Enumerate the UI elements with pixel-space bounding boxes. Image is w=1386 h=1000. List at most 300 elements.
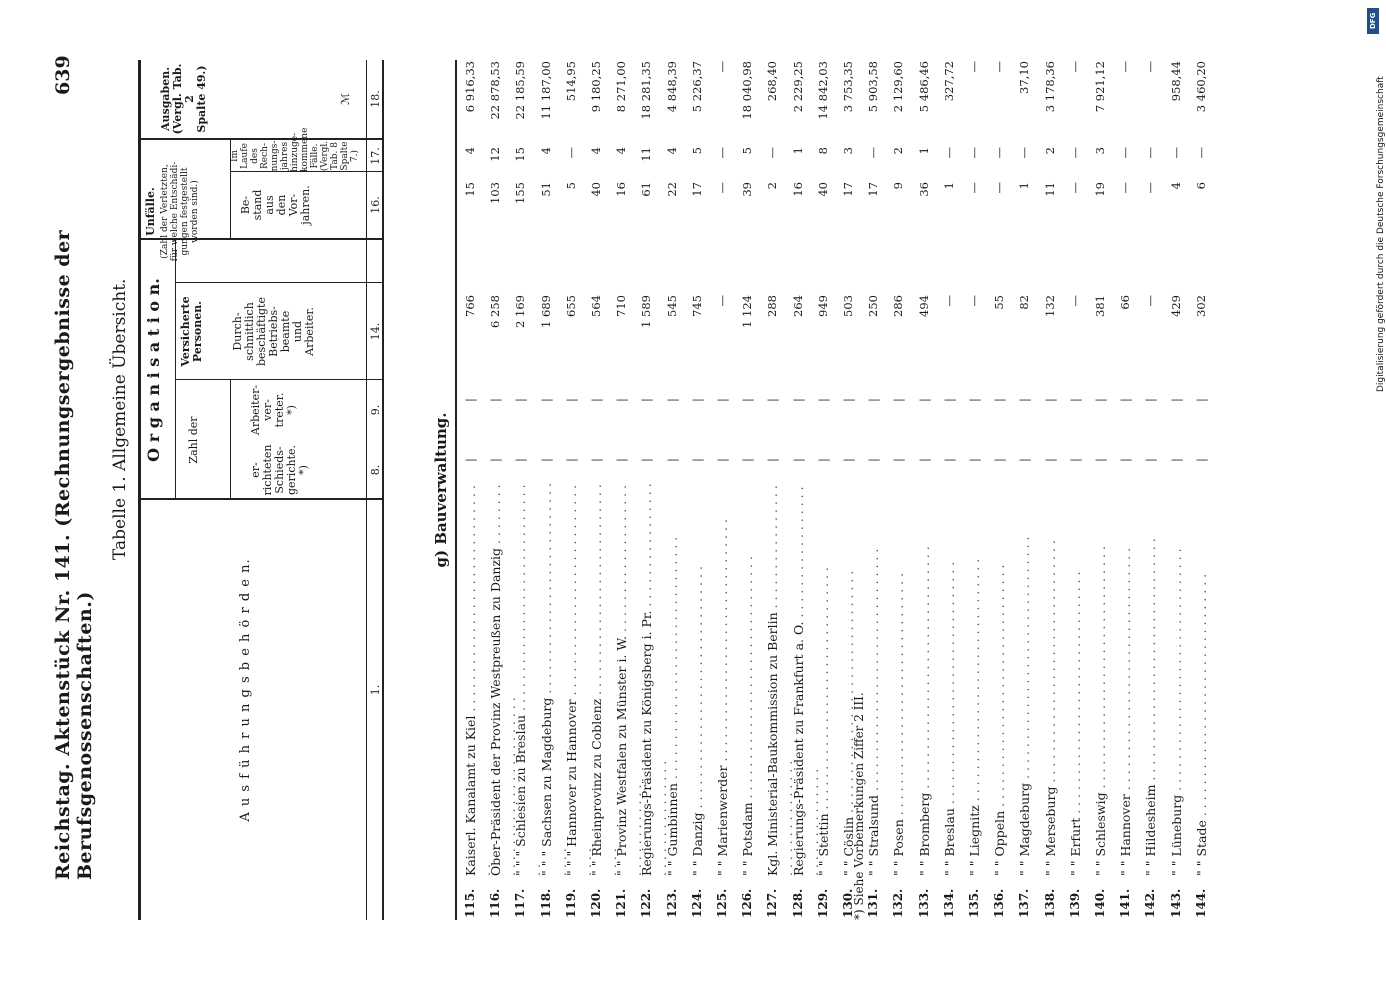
schiedsgerichte-cell: | bbox=[563, 458, 578, 462]
row-number: 137. bbox=[1017, 888, 1032, 918]
persons-cell: 288 bbox=[765, 295, 780, 317]
bestand-cell: 2 bbox=[765, 182, 780, 190]
new-accidents-cell: — bbox=[992, 147, 1007, 159]
arbeitervertreter-cell: | bbox=[967, 398, 981, 402]
new-accidents-cell: — bbox=[941, 147, 956, 159]
table-row bbox=[636, 60, 658, 920]
new-accidents-cell: 1 bbox=[790, 147, 805, 155]
expenditure-cell: 268,40 bbox=[765, 61, 780, 102]
header-zahl-der: Zahl der bbox=[187, 416, 200, 464]
bestand-cell: 17 bbox=[689, 182, 704, 197]
table-row bbox=[1014, 60, 1036, 920]
persons-cell: 264 bbox=[790, 295, 805, 317]
authority-name: " " Merseburg . . . bbox=[1043, 481, 1058, 876]
schiedsgerichte-cell: | bbox=[1193, 458, 1208, 462]
persons-cell: — bbox=[941, 295, 956, 307]
bestand-cell: 4 bbox=[1168, 182, 1183, 190]
table-row bbox=[712, 60, 734, 920]
expenditure-cell: 5 903,58 bbox=[866, 61, 881, 113]
table-row bbox=[863, 60, 885, 920]
table-row bbox=[737, 60, 759, 920]
table-row bbox=[460, 60, 482, 920]
persons-cell: 1 689 bbox=[538, 295, 553, 328]
bestand-cell: 19 bbox=[1093, 182, 1107, 197]
row-number: 122. bbox=[639, 888, 654, 918]
bestand-cell: 17 bbox=[866, 182, 881, 197]
new-accidents-cell: 12 bbox=[488, 147, 503, 162]
table-row bbox=[510, 60, 532, 920]
header-versicherte: Versicherte Personen. bbox=[179, 296, 204, 367]
schiedsgerichte-cell: | bbox=[891, 458, 906, 462]
arbeitervertreter-cell: | bbox=[992, 398, 1007, 402]
new-accidents-cell: 4 bbox=[664, 147, 679, 155]
authority-name: " " Cöslin . . . bbox=[841, 481, 856, 876]
row-number: 132. bbox=[891, 888, 906, 918]
header-bestand: Be- stand aus den Vor- jahren. bbox=[239, 185, 312, 225]
authority-name: " " Posen . . . bbox=[891, 481, 906, 876]
arbeitervertreter-cell: | bbox=[941, 398, 956, 402]
footnote: *) Siehe Vorbemerkungen Ziffer 2 III. bbox=[852, 692, 866, 920]
persons-cell: 250 bbox=[866, 295, 881, 317]
table-row bbox=[964, 60, 986, 920]
persons-cell: 564 bbox=[589, 295, 603, 317]
authority-name: " " " Schlesien zu Breslau . . . bbox=[513, 481, 543, 876]
zahl-subrule bbox=[230, 380, 231, 500]
page-number: 639 bbox=[52, 55, 74, 95]
persons-cell: — bbox=[1143, 295, 1158, 307]
expenditure-cell: 18 281,35 bbox=[639, 61, 654, 120]
row-number: 134. bbox=[941, 888, 956, 918]
authority-name: " " Liegnitz . . . bbox=[967, 481, 982, 876]
new-accidents-cell: — bbox=[563, 147, 578, 159]
dfg-sidebar bbox=[1362, 0, 1386, 1000]
bestand-cell: — bbox=[1143, 182, 1158, 194]
schiedsgerichte-cell: | bbox=[941, 458, 956, 462]
new-accidents-cell: 11 bbox=[639, 147, 654, 162]
authority-name: " " Stralsund . . . bbox=[866, 481, 881, 876]
arbeitervertreter-cell: | bbox=[715, 398, 729, 402]
authority-name: " " Lüneburg . . . bbox=[1169, 481, 1184, 876]
schiedsgerichte-cell: | bbox=[463, 458, 477, 462]
row-number: 123. bbox=[664, 888, 679, 918]
expenditure-cell: 327,72 bbox=[941, 61, 956, 102]
persons-cell: 55 bbox=[992, 295, 1007, 310]
new-accidents-cell: — bbox=[765, 147, 780, 159]
data-top-rule bbox=[455, 60, 457, 920]
authority-name: " " Potsdam . . . bbox=[740, 481, 755, 876]
new-accidents-cell: 4 bbox=[589, 147, 603, 155]
schiedsgerichte-cell: | bbox=[992, 458, 1007, 462]
arbeitervertreter-cell: | bbox=[1193, 398, 1208, 402]
expenditure-cell: 22 185,59 bbox=[513, 61, 528, 120]
arbeitervertreter-cell: | bbox=[790, 398, 805, 402]
expenditure-cell: 7 921,12 bbox=[1093, 61, 1107, 113]
persons-cell: 286 bbox=[891, 295, 906, 317]
authority-name: " " " Hannover zu Hannover . . . bbox=[564, 481, 594, 876]
row-number: 130. bbox=[841, 888, 855, 918]
header-unfaelle-note: (Zahl der Verletzten, für welche Entschädi- gungen festgestellt worden sind.) bbox=[160, 161, 200, 262]
schiedsgerichte-cell: | bbox=[1042, 458, 1057, 462]
schiedsgerichte-cell: | bbox=[1168, 458, 1183, 462]
expenditure-cell: 3 178,36 bbox=[1042, 61, 1057, 113]
arbeitervertreter-cell: | bbox=[765, 398, 780, 402]
new-accidents-cell: 15 bbox=[513, 147, 528, 162]
new-accidents-cell: 2 bbox=[1042, 147, 1057, 155]
bestand-cell: 51 bbox=[538, 182, 553, 197]
arbeitervertreter-cell: | bbox=[1093, 398, 1107, 402]
expenditure-cell: 3 460,20 bbox=[1193, 61, 1208, 113]
authority-name: " " Hildesheim . . . bbox=[1143, 481, 1158, 876]
row-number: 128. bbox=[790, 888, 805, 918]
persons-cell: 655 bbox=[563, 295, 578, 317]
schiedsgerichte-cell: | bbox=[1017, 458, 1032, 462]
arbeitervertreter-cell: | bbox=[639, 398, 654, 402]
new-accidents-cell: 4 bbox=[463, 147, 477, 155]
schiedsgerichte-cell: | bbox=[1093, 458, 1107, 462]
section-title: g) Bauverwaltung. bbox=[432, 412, 450, 568]
bestand-cell: 22 bbox=[664, 182, 679, 197]
colnum-18: 18. bbox=[369, 90, 382, 108]
row-number: 125. bbox=[715, 888, 729, 918]
arbeitervertreter-cell: | bbox=[841, 398, 855, 402]
row-number: 136. bbox=[992, 888, 1007, 918]
schiedsgerichte-cell: | bbox=[538, 458, 553, 462]
row-number: 117. bbox=[513, 888, 528, 918]
schiedsgerichte-cell: | bbox=[689, 458, 704, 462]
expenditure-cell: 18 040,98 bbox=[740, 61, 755, 120]
arbeitervertreter-cell: | bbox=[1143, 398, 1158, 402]
persons-cell: — bbox=[967, 295, 981, 307]
table-row bbox=[687, 60, 709, 920]
header-unfaelle: Unfälle. bbox=[144, 187, 157, 236]
running-header: Reichstag. Aktenstück Nr. 141. (Rechnungsergebnisse der Berufsgenossenschaften.) bbox=[52, 229, 96, 880]
colnum-17: 17. bbox=[369, 147, 382, 165]
table-title: Tabelle 1. Allgemeine Übersicht. bbox=[110, 278, 130, 560]
expenditure-cell: 958,44 bbox=[1168, 61, 1183, 102]
row-number: 133. bbox=[916, 888, 931, 918]
expenditure-cell: — bbox=[967, 61, 981, 73]
persons-cell: 766 bbox=[463, 295, 477, 317]
table-row bbox=[1065, 60, 1087, 920]
row-number: 120. bbox=[589, 888, 603, 918]
bestand-cell: 9 bbox=[891, 182, 906, 190]
arbeitervertreter-cell: | bbox=[689, 398, 704, 402]
authority-name: " " Oppeln . . . bbox=[992, 481, 1007, 876]
table-row bbox=[1040, 60, 1062, 920]
arbeitervertreter-cell: | bbox=[664, 398, 679, 402]
new-accidents-cell: — bbox=[1017, 147, 1032, 159]
new-accidents-cell: 5 bbox=[740, 147, 755, 155]
expenditure-cell: 3 753,35 bbox=[841, 61, 855, 113]
arbeitervertreter-cell: | bbox=[563, 398, 578, 402]
expenditure-cell: 22 878,53 bbox=[488, 61, 503, 120]
bestand-cell: — bbox=[992, 182, 1007, 194]
bestand-cell: 11 bbox=[1042, 182, 1057, 197]
expenditure-cell: 9 180,25 bbox=[589, 61, 603, 113]
arbeitervertreter-cell: | bbox=[891, 398, 906, 402]
new-accidents-cell: 8 bbox=[815, 147, 830, 155]
new-accidents-cell: — bbox=[866, 147, 881, 159]
row-number: 131. bbox=[866, 888, 881, 918]
row-number: 126. bbox=[740, 888, 755, 918]
persons-cell: 82 bbox=[1017, 295, 1032, 310]
header-schiedsgerichte: er- richteten Schieds- gerichte. *) bbox=[249, 444, 310, 496]
new-accidents-cell: — bbox=[967, 147, 981, 159]
row-number: 118. bbox=[538, 888, 553, 918]
row-number: 121. bbox=[614, 888, 629, 918]
arbeitervertreter-cell: | bbox=[1067, 398, 1082, 402]
table-row bbox=[939, 60, 961, 920]
new-accidents-cell: — bbox=[1193, 147, 1208, 159]
expenditure-cell: 37,10 bbox=[1017, 61, 1032, 94]
persons-cell: — bbox=[1067, 295, 1082, 307]
colnum-16: 16. bbox=[369, 196, 382, 214]
new-accidents-cell: — bbox=[1118, 147, 1133, 159]
persons-cell: 1 589 bbox=[639, 295, 654, 328]
row-number: 141. bbox=[1118, 888, 1133, 918]
bestand-cell: — bbox=[967, 182, 981, 194]
table-row bbox=[485, 60, 507, 920]
authority-name: Kgl. Ministerial-Baukommission zu Berlin . . . bbox=[765, 481, 795, 876]
expenditure-cell: — bbox=[1143, 61, 1158, 73]
schiedsgerichte-cell: | bbox=[740, 458, 755, 462]
bestand-cell: 40 bbox=[589, 182, 603, 197]
schiedsgerichte-cell: | bbox=[815, 458, 830, 462]
schiedsgerichte-cell: | bbox=[589, 458, 603, 462]
bestand-cell: — bbox=[1067, 182, 1082, 194]
new-accidents-cell: 2 bbox=[891, 147, 906, 155]
persons-cell: 6 258 bbox=[488, 295, 503, 328]
row-number: 140. bbox=[1093, 888, 1107, 918]
row-number: 143. bbox=[1168, 888, 1183, 918]
bestand-cell: 39 bbox=[740, 182, 755, 197]
authority-name: " " Marienwerder . . . bbox=[715, 481, 730, 876]
table-row bbox=[914, 60, 936, 920]
table-row bbox=[1166, 60, 1188, 920]
schiedsgerichte-cell: | bbox=[1143, 458, 1158, 462]
bestand-cell: 1 bbox=[941, 182, 956, 190]
new-accidents-cell: — bbox=[1067, 147, 1082, 159]
new-accidents-cell: 4 bbox=[614, 147, 629, 155]
header-durchschnittlich: Durch- schnittlich beschäftigte Betriebs- beamte und Arbeiter. bbox=[231, 297, 316, 366]
schiedsgerichte-cell: | bbox=[664, 458, 679, 462]
expenditure-cell: 514,95 bbox=[563, 61, 578, 102]
authority-name: " " " Sachsen zu Magdeburg . . . bbox=[539, 481, 569, 876]
new-accidents-cell: 1 bbox=[916, 147, 931, 155]
bestand-cell: 17 bbox=[841, 182, 855, 197]
schiedsgerichte-cell: | bbox=[765, 458, 780, 462]
arbeitervertreter-cell: | bbox=[538, 398, 553, 402]
persons-cell: 710 bbox=[614, 295, 629, 317]
authority-name: " " Erfurt . . . bbox=[1068, 481, 1083, 876]
new-accidents-cell: 5 bbox=[689, 147, 704, 155]
persons-cell: 1 124 bbox=[740, 295, 755, 328]
expenditure-cell: 2 229,25 bbox=[790, 61, 805, 113]
schiedsgerichte-cell: | bbox=[513, 458, 528, 462]
table-row bbox=[1115, 60, 1137, 920]
expenditure-cell: 5 486,46 bbox=[916, 61, 931, 113]
schiedsgerichte-cell: | bbox=[1067, 458, 1082, 462]
new-accidents-cell: — bbox=[715, 147, 729, 159]
persons-cell: 2 169 bbox=[513, 295, 528, 328]
row-number: 127. bbox=[765, 888, 780, 918]
table-row bbox=[788, 60, 810, 920]
arbeitervertreter-cell: | bbox=[463, 398, 477, 402]
table-row bbox=[536, 60, 558, 920]
header-authorities: A u s f ü h r u n g s b e h ö r d e n. bbox=[238, 558, 253, 822]
row-number: 144. bbox=[1193, 888, 1208, 918]
expenditure-cell: 8 271,00 bbox=[614, 61, 629, 113]
row-number: 116. bbox=[488, 888, 503, 918]
bestand-cell: 16 bbox=[790, 182, 805, 197]
dfg-logo-icon: DFG bbox=[1367, 8, 1379, 34]
arbeitervertreter-cell: | bbox=[614, 398, 629, 402]
header-im-laufe: Im Laufe des Rech- nungs- jahres hinzuge- kommene Fälle. (Vergl. Tab. 8 Spalte 7.) bbox=[230, 127, 360, 172]
schiedsgerichte-cell: | bbox=[916, 458, 931, 462]
table-row bbox=[611, 60, 633, 920]
persons-cell: 494 bbox=[916, 295, 931, 317]
header-ausgaben: Ausgaben. (Vergl. Tab. 2 Spalte 49.) bbox=[159, 63, 208, 135]
table-row bbox=[1191, 60, 1213, 920]
authority-name: Regierungs-Präsident zu Frankfurt a. O. . . . bbox=[791, 481, 821, 876]
row-number: 115. bbox=[463, 888, 477, 918]
authority-name: " " Rheinprovinz zu Coblenz . . . bbox=[589, 481, 619, 876]
expenditure-cell: — bbox=[992, 61, 1007, 73]
authority-name: " " Breslau . . . bbox=[942, 481, 957, 876]
table-row bbox=[1140, 60, 1162, 920]
row-number: 119. bbox=[563, 888, 578, 918]
persons-cell: — bbox=[715, 295, 729, 307]
dfg-sidebar-text: Digitalisierung gefördert durch die Deutsche Forschungsgemeinschaft bbox=[1376, 76, 1386, 392]
expenditure-cell: 11 187,00 bbox=[538, 61, 553, 120]
header-organisation: O r g a n i s a t i o n. bbox=[144, 278, 163, 462]
authority-name: " " Stettin . . . bbox=[816, 481, 831, 876]
bestand-cell: 6 bbox=[1193, 182, 1208, 190]
schiedsgerichte-cell: | bbox=[614, 458, 629, 462]
authority-name: Ober-Präsident der Provinz Westpreußen zu Danzig . . . bbox=[488, 481, 518, 876]
table-row bbox=[561, 60, 583, 920]
bestand-cell: 1 bbox=[1017, 182, 1032, 190]
schiedsgerichte-cell: | bbox=[866, 458, 881, 462]
bestand-cell: 15 bbox=[463, 182, 477, 197]
expenditure-cell: — bbox=[1067, 61, 1082, 73]
arbeitervertreter-cell: | bbox=[866, 398, 881, 402]
new-accidents-cell: — bbox=[1168, 147, 1183, 159]
persons-cell: 503 bbox=[841, 295, 855, 317]
colnum-14: 14. bbox=[369, 322, 382, 341]
bestand-cell: — bbox=[1118, 182, 1133, 194]
persons-cell: 429 bbox=[1168, 295, 1183, 317]
header-arbeitervertreter: Arbeiter- ver- treter. *) bbox=[249, 384, 298, 436]
persons-cell: 66 bbox=[1118, 295, 1133, 310]
bestand-cell: 5 bbox=[563, 182, 578, 190]
authority-name: " " Schleswig . . . bbox=[1093, 481, 1108, 876]
schiedsgerichte-cell: | bbox=[841, 458, 855, 462]
table-row bbox=[586, 60, 608, 920]
persons-cell: 381 bbox=[1093, 295, 1107, 317]
colnum-9: 9. bbox=[369, 404, 382, 416]
bestand-cell: 40 bbox=[815, 182, 830, 197]
arbeitervertreter-cell: | bbox=[513, 398, 528, 402]
authority-name: Regierungs-Präsident zu Königsberg i. Pr. . . . bbox=[639, 481, 669, 876]
arbeitervertreter-cell: | bbox=[740, 398, 755, 402]
header-currency: ℳ bbox=[339, 93, 352, 105]
table-row bbox=[813, 60, 835, 920]
authority-name: Kaiserl. Kanalamt zu Kiel . . . bbox=[463, 481, 493, 876]
expenditure-cell: 5 226,37 bbox=[689, 61, 704, 113]
expenditure-cell: — bbox=[715, 61, 729, 73]
table-row bbox=[762, 60, 784, 920]
row-number: 138. bbox=[1042, 888, 1057, 918]
authority-name: " " Danzig . . . bbox=[690, 481, 705, 876]
table-row bbox=[989, 60, 1011, 920]
expenditure-cell: 6 916,33 bbox=[463, 61, 477, 113]
schiedsgerichte-cell: | bbox=[488, 458, 503, 462]
new-accidents-cell: 4 bbox=[538, 147, 553, 155]
colnum-1: 1. bbox=[369, 684, 382, 696]
persons-cell: 949 bbox=[815, 295, 830, 317]
arbeitervertreter-cell: | bbox=[589, 398, 603, 402]
expenditure-cell: — bbox=[1118, 61, 1133, 73]
schiedsgerichte-cell: | bbox=[790, 458, 805, 462]
authority-name: " " Stade . . . bbox=[1194, 481, 1209, 876]
arbeitervertreter-cell: | bbox=[1118, 398, 1133, 402]
arbeitervertreter-cell: | bbox=[1168, 398, 1183, 402]
bestand-cell: 103 bbox=[488, 182, 503, 204]
authority-name: " " Provinz Westfalen zu Münster i. W. . . . bbox=[614, 481, 644, 876]
authority-name: " " Gumbinnen . . . bbox=[665, 481, 680, 876]
header-bottom-rule bbox=[382, 60, 384, 920]
arbeitervertreter-cell: | bbox=[916, 398, 931, 402]
table-row bbox=[1090, 60, 1112, 920]
new-accidents-cell: 3 bbox=[841, 147, 855, 155]
table-top-rule bbox=[138, 60, 141, 920]
authority-name: " " Magdeburg . . . bbox=[1017, 481, 1032, 876]
schiedsgerichte-cell: | bbox=[639, 458, 654, 462]
row-number: 135. bbox=[967, 888, 981, 918]
new-accidents-cell: 3 bbox=[1093, 147, 1107, 155]
expenditure-cell: 2 129,60 bbox=[891, 61, 906, 113]
bestand-cell: 16 bbox=[614, 182, 629, 197]
arbeitervertreter-cell: | bbox=[1017, 398, 1032, 402]
row-number: 129. bbox=[815, 888, 830, 918]
expenditure-cell: 14 842,03 bbox=[815, 61, 830, 120]
persons-cell: 545 bbox=[664, 295, 679, 317]
expenditure-cell: 4 848,39 bbox=[664, 61, 679, 113]
bestand-cell: — bbox=[715, 182, 729, 194]
schiedsgerichte-cell: | bbox=[967, 458, 981, 462]
authority-name: " " Hannover . . . bbox=[1118, 481, 1133, 876]
bestand-cell: 61 bbox=[639, 182, 654, 197]
schiedsgerichte-cell: | bbox=[1118, 458, 1133, 462]
colnum-8: 8. bbox=[369, 464, 382, 476]
persons-cell: 302 bbox=[1193, 295, 1208, 317]
row-number: 142. bbox=[1143, 888, 1158, 918]
new-accidents-cell: — bbox=[1143, 147, 1158, 159]
persons-cell: 132 bbox=[1042, 295, 1057, 317]
arbeitervertreter-cell: | bbox=[488, 398, 503, 402]
row-number: 139. bbox=[1067, 888, 1082, 918]
bestand-cell: 36 bbox=[916, 182, 931, 197]
table-row bbox=[888, 60, 910, 920]
arbeitervertreter-cell: | bbox=[815, 398, 830, 402]
arbeitervertreter-cell: | bbox=[1042, 398, 1057, 402]
persons-cell: 745 bbox=[689, 295, 704, 317]
header-number-rule bbox=[366, 60, 367, 920]
authority-name: " " Bromberg . . . bbox=[917, 481, 932, 876]
row-number: 124. bbox=[689, 888, 704, 918]
bestand-cell: 155 bbox=[513, 182, 528, 204]
